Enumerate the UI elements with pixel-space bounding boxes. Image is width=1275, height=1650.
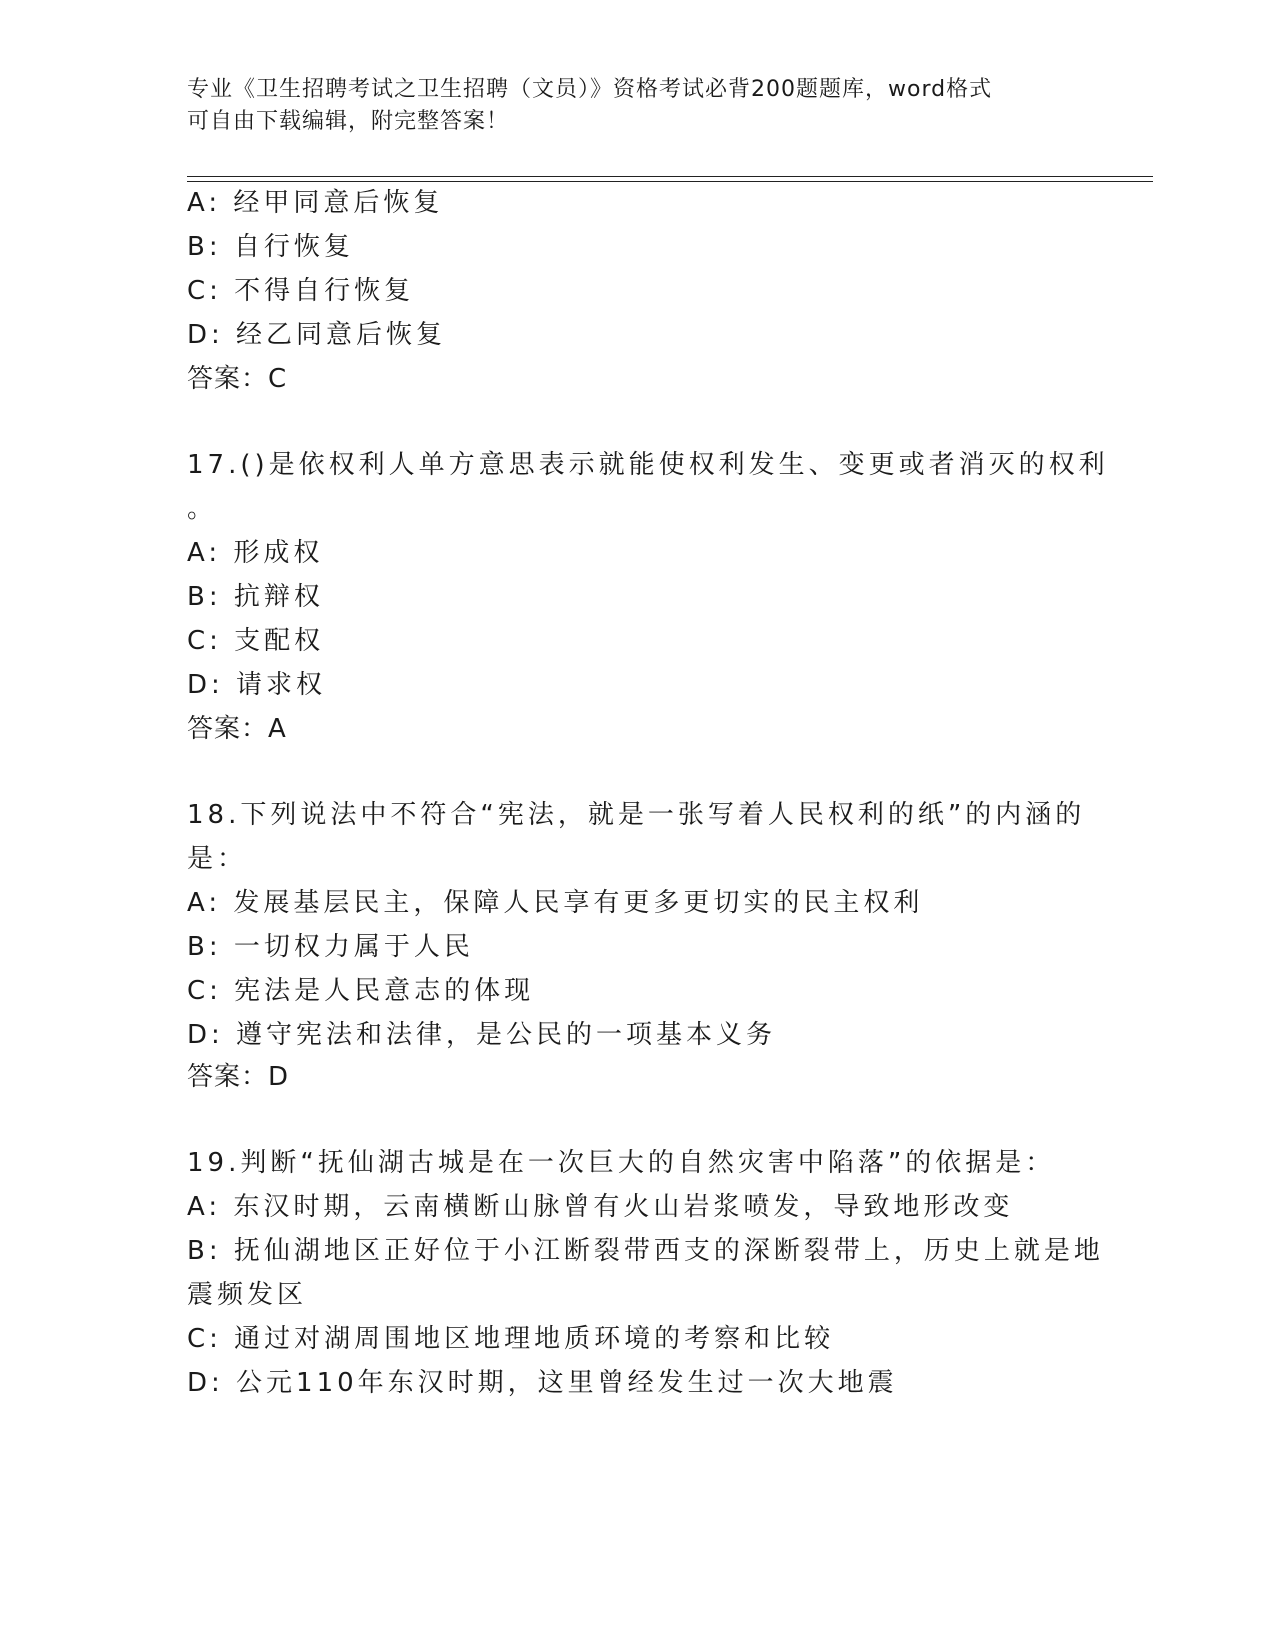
q17-stem-line-1: 17.()是依权利人单方意思表示就能使权利发生、变更或者消灭的权利: [187, 450, 1109, 480]
q16-option-c: C: 不得自行恢复: [187, 276, 415, 306]
q16-option-a: A: 经甲同意后恢复: [187, 188, 444, 218]
q18-option-d: D: 遵守宪法和法律，是公民的一项基本义务: [187, 1020, 777, 1050]
q19-stem-line-1: 19.判断“抚仙湖古城是在一次巨大的自然灾害中陷落”的依据是：: [187, 1148, 1056, 1178]
q19-option-c: C: 通过对湖周围地区地理地质环境的考察和比较: [187, 1324, 835, 1354]
q17-answer: 答案：A: [187, 714, 287, 744]
header-divider-top: [187, 176, 1153, 177]
q16-answer: 答案：C: [187, 364, 288, 394]
q18-option-b: B: 一切权力属于人民: [187, 932, 474, 962]
q17-option-d: D: 请求权: [187, 670, 327, 700]
q18-stem-line-2: 是：: [187, 844, 248, 874]
q16-option-d: D: 经乙同意后恢复: [187, 320, 447, 350]
q17-option-c: C: 支配权: [187, 626, 325, 656]
header-title-line-2: 可自由下载编辑，附完整答案！: [187, 109, 510, 134]
q18-stem-line-1: 18.下列说法中不符合“宪法，就是一张写着人民权利的纸”的内涵的: [187, 800, 1086, 830]
q19-option-b-continued: 震频发区: [187, 1280, 308, 1310]
q17-option-b: B: 抗辩权: [187, 582, 324, 612]
q19-option-d: D: 公元110年东汉时期，这里曾经发生过一次大地震: [187, 1368, 898, 1398]
q19-option-a: A: 东汉时期，云南横断山脉曾有火山岩浆喷发，导致地形改变: [187, 1192, 1014, 1222]
document-header: [187, 74, 1067, 138]
q18-option-a: A: 发展基层民主，保障人民享有更多更切实的民主权利: [187, 888, 924, 918]
q17-stem-line-2: 。: [187, 494, 218, 524]
q17-option-a: A: 形成权: [187, 538, 324, 568]
header-title-line-1: 专业《卫生招聘考试之卫生招聘（文员）》资格考试必背200题题库，word格式: [187, 77, 993, 102]
q18-option-c: C: 宪法是人民意志的体现: [187, 976, 535, 1006]
q19-option-b: B: 抚仙湖地区正好位于小江断裂带西支的深断裂带上，历史上就是地: [187, 1236, 1104, 1266]
header-divider-bottom: [187, 181, 1153, 182]
q18-answer: 答案：D: [187, 1062, 290, 1092]
q16-option-b: B: 自行恢复: [187, 232, 354, 262]
